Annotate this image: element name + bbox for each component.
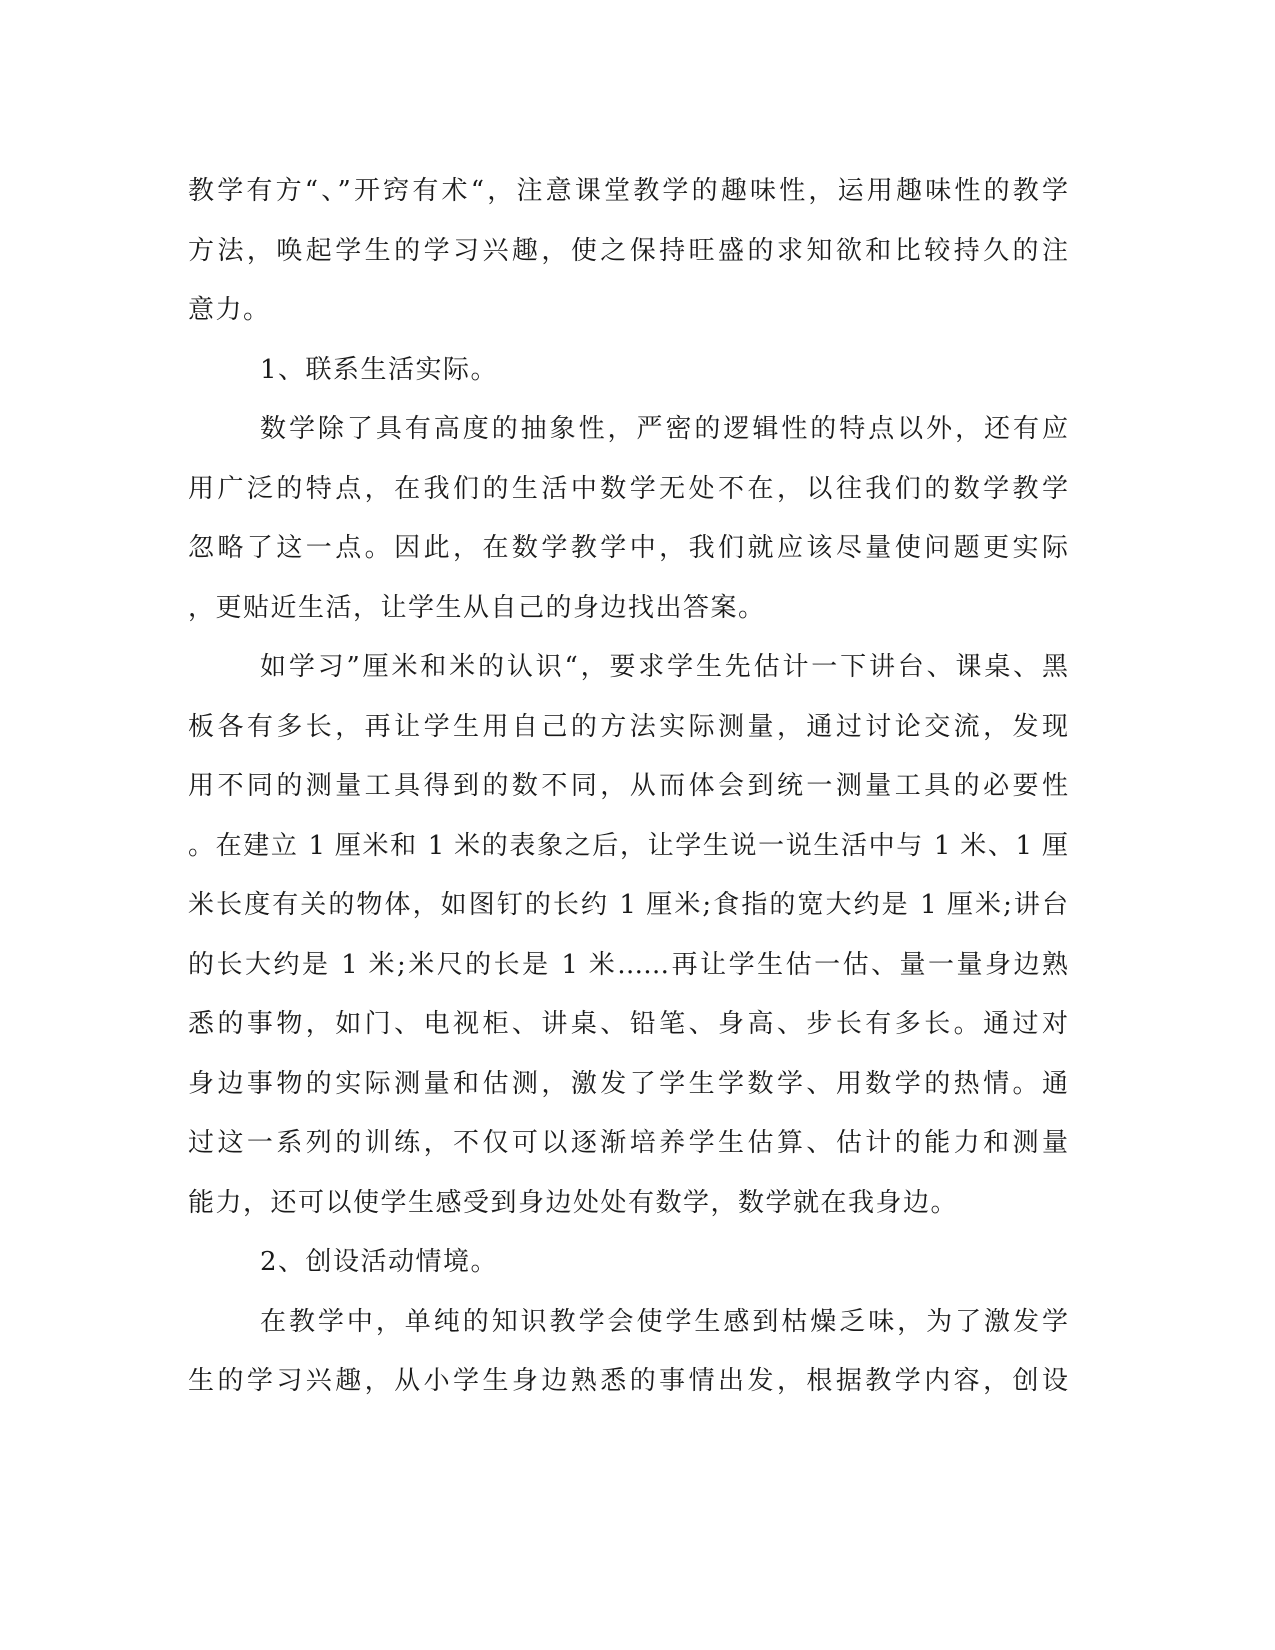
text-line: 意力。	[188, 295, 271, 325]
text-line: 忽略了这一点。因此，在数学教学中，我们就应该尽量使问题更实际	[188, 533, 1068, 563]
text-line: 在教学中，单纯的知识教学会使学生感到枯燥乏味，为了激发学	[260, 1306, 1068, 1337]
text-line: 能力，还可以使学生感受到身边处处有数学，数学就在我身边。	[188, 1187, 959, 1218]
text-line: 板各有多长，再让学生用自己的方法实际测量，通过讨论交流，发现	[188, 711, 1068, 742]
text-line: 用不同的测量工具得到的数不同，从而体会到统一测量工具的必要性	[188, 771, 1068, 801]
text-line: ，更贴近生活，让学生从自己的身边找出答案。	[188, 592, 766, 623]
text-line: 教学有方“、”开窍有术“，注意课堂教学的趣味性，运用趣味性的教学	[188, 176, 1068, 206]
body-text	[188, 162, 1068, 1412]
text-line: 身边事物的实际测量和估测，激发了学生学数学、用数学的热情。通	[188, 1068, 1068, 1099]
text-line: 。在建立 1 厘米和 1 米的表象之后，让学生说一说生活中与 1 米、1 厘	[188, 830, 1068, 861]
text-line: 如学习”厘米和米的认识“，要求学生先估计一下讲台、课桌、黑	[260, 652, 1068, 682]
text-line: 过这一系列的训练，不仅可以逐渐培养学生估算、估计的能力和测量	[188, 1128, 1068, 1158]
text-line: 悉的事物，如门、电视柜、讲桌、铅笔、身高、步长有多长。通过对	[188, 1009, 1068, 1039]
text-line: 用广泛的特点，在我们的生活中数学无处不在，以往我们的数学教学	[188, 473, 1068, 504]
text-line: 数学除了具有高度的抽象性，严密的逻辑性的特点以外，还有应	[260, 414, 1068, 444]
text-line: 生的学习兴趣，从小学生身边熟悉的事情出发，根据教学内容，创设	[188, 1366, 1068, 1396]
text-line: 方法，唤起学生的学习兴趣，使之保持旺盛的求知欲和比较持久的注	[188, 235, 1068, 266]
section-heading-2: 2、创设活动情境。	[260, 1247, 499, 1277]
section-heading-1: 1、联系生活实际。	[260, 354, 499, 385]
text-line: 的长大约是 1 米;米尺的长是 1 米……再让学生估一估、量一量身边熟	[188, 949, 1068, 980]
text-line: 米长度有关的物体，如图钉的长约 1 厘米;食指的宽大约是 1 厘米;讲台	[188, 890, 1068, 920]
